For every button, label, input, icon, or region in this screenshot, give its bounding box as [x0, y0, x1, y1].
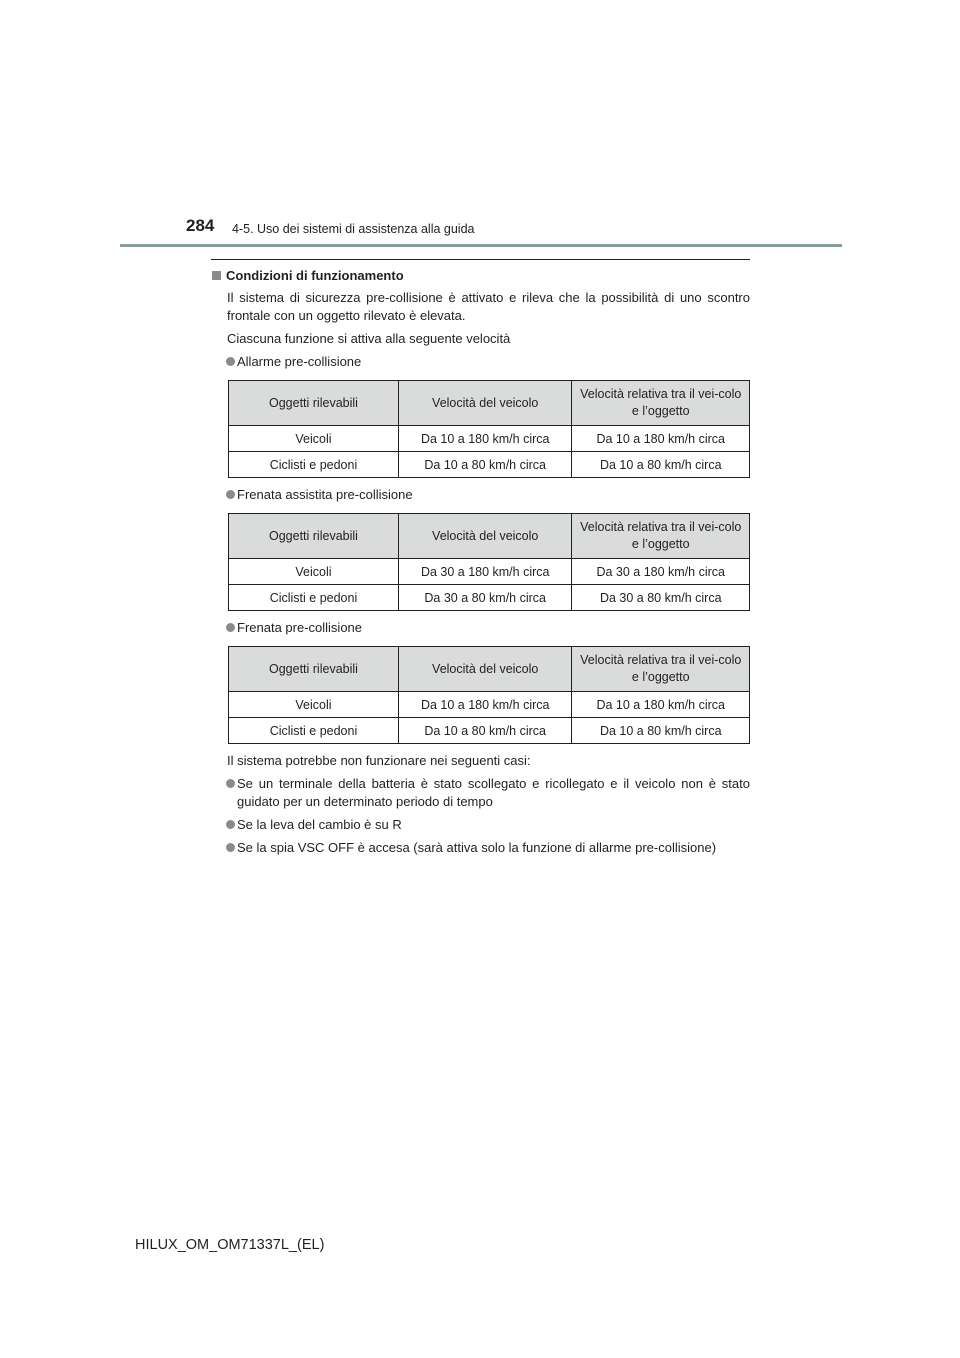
- column-header: Velocità relativa tra il vei-colo e l’oggetto: [572, 381, 750, 426]
- table-row: [229, 692, 750, 718]
- speed-table-allarme: [228, 380, 750, 478]
- round-bullet-icon: [226, 623, 235, 632]
- table-header-row: [229, 647, 750, 692]
- round-bullet-icon: [226, 779, 235, 788]
- square-bullet-icon: [212, 271, 221, 280]
- column-header: Velocità relativa tra il vei-colo e l’oggetto: [572, 647, 750, 692]
- table-row: [229, 718, 750, 744]
- table-cell: Veicoli: [229, 692, 399, 718]
- table-cell: Ciclisti e pedoni: [229, 452, 399, 478]
- conditions-intro: Il sistema potrebbe non funzionare nei seguenti casi:: [227, 753, 531, 768]
- column-header: Oggetti rilevabili: [229, 514, 399, 559]
- section-divider: [211, 259, 750, 260]
- table-cell: Da 10 a 80 km/h circa: [572, 718, 750, 744]
- round-bullet-icon: [226, 490, 235, 499]
- section-heading-text: Condizioni di funzionamento: [226, 268, 404, 283]
- table-cell: Ciclisti e pedoni: [229, 585, 399, 611]
- table-row: [229, 426, 750, 452]
- speed-intro-paragraph: Ciascuna funzione si attiva alla seguente velocità: [227, 331, 511, 346]
- column-header: Oggetti rilevabili: [229, 647, 399, 692]
- intro-paragraph: Il sistema di sicurezza pre-collisione è attivato e rileva che la possibilità di uno scontro frontale con un oggetto rilevato è elevata.: [227, 290, 750, 323]
- page-content: [211, 259, 750, 862]
- table-row: [229, 585, 750, 611]
- document-code: HILUX_OM_OM71337L_(EL): [135, 1237, 325, 1253]
- table-row: [229, 452, 750, 478]
- table-cell: Da 30 a 180 km/h circa: [572, 559, 750, 585]
- condition-item: Se un terminale della batteria è stato scollegato e ricollegato e il veicolo non è stato guidato per un determinato periodo di tempo: [211, 775, 750, 811]
- table-cell: Da 10 a 80 km/h circa: [398, 452, 572, 478]
- table-cell: Da 10 a 80 km/h circa: [398, 718, 572, 744]
- table-cell: Da 10 a 180 km/h circa: [572, 426, 750, 452]
- table-cell: Veicoli: [229, 426, 399, 452]
- table-cell: Da 10 a 80 km/h circa: [572, 452, 750, 478]
- column-header: Velocità del veicolo: [398, 381, 572, 426]
- speed-table-frenata-assistita: [228, 513, 750, 611]
- condition-item: Se la spia VSC OFF è accesa (sarà attiva solo la funzione di allarme pre-collisione): [211, 839, 750, 857]
- table-cell: Da 10 a 180 km/h circa: [572, 692, 750, 718]
- section-heading: [211, 268, 750, 283]
- table-cell: Da 30 a 80 km/h circa: [398, 585, 572, 611]
- function-title: Allarme pre-collisione: [211, 353, 750, 371]
- function-title: Frenata assistita pre-collisione: [211, 486, 750, 504]
- section-header: 4-5. Uso dei sistemi di assistenza alla guida: [232, 222, 475, 236]
- table-cell: Da 30 a 80 km/h circa: [572, 585, 750, 611]
- round-bullet-icon: [226, 357, 235, 366]
- page-number: 284: [186, 216, 215, 235]
- column-header: Velocità relativa tra il vei-colo e l’oggetto: [572, 514, 750, 559]
- table-row: [229, 559, 750, 585]
- column-header: Velocità del veicolo: [398, 514, 572, 559]
- table-cell: Veicoli: [229, 559, 399, 585]
- table-cell: Ciclisti e pedoni: [229, 718, 399, 744]
- round-bullet-icon: [226, 820, 235, 829]
- table-cell: Da 30 a 180 km/h circa: [398, 559, 572, 585]
- round-bullet-icon: [226, 843, 235, 852]
- table-cell: Da 10 a 180 km/h circa: [398, 426, 572, 452]
- table-header-row: [229, 514, 750, 559]
- condition-item: Se la leva del cambio è su R: [211, 816, 750, 834]
- function-title: Frenata pre-collisione: [211, 619, 750, 637]
- column-header: Oggetti rilevabili: [229, 381, 399, 426]
- speed-table-frenata: [228, 646, 750, 744]
- column-header: Velocità del veicolo: [398, 647, 572, 692]
- table-cell: Da 10 a 180 km/h circa: [398, 692, 572, 718]
- header-divider: [120, 244, 842, 247]
- table-header-row: [229, 381, 750, 426]
